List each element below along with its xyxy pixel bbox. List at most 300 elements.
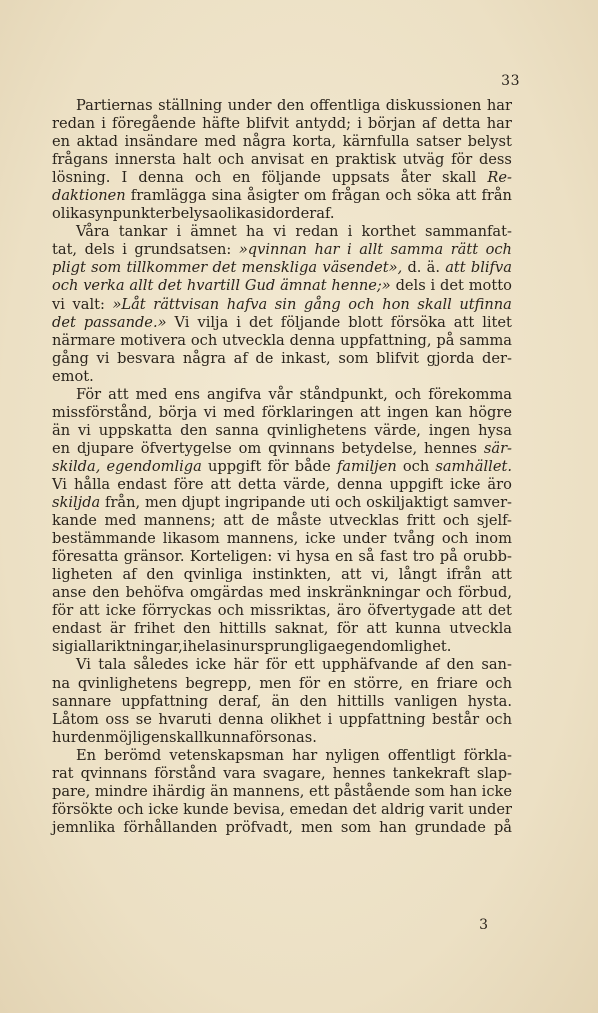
word: framlägga xyxy=(130,187,207,205)
word: hittills xyxy=(337,692,385,710)
word: varit xyxy=(429,800,464,818)
italic-word: henne;» xyxy=(331,277,391,295)
word: än xyxy=(52,421,71,439)
word: som xyxy=(414,782,445,800)
word: deraf. xyxy=(291,205,335,223)
word: vara xyxy=(223,764,256,782)
italic-word: det xyxy=(212,259,237,277)
word: samver- xyxy=(453,494,512,512)
word: förekomma xyxy=(428,385,512,403)
word: den xyxy=(92,584,120,602)
word: valt: xyxy=(72,295,105,313)
word: den xyxy=(77,728,106,746)
word: följande xyxy=(261,169,321,187)
word: missriktas, xyxy=(250,602,331,620)
word: bevisa, xyxy=(233,800,285,818)
word: på xyxy=(493,818,512,836)
word: vi xyxy=(96,349,110,367)
signature-mark: 3 xyxy=(479,917,488,933)
word: mindre xyxy=(94,782,148,800)
word: inkast, xyxy=(281,349,331,367)
word: och xyxy=(190,331,218,349)
word: tat, xyxy=(52,241,78,259)
word: friare xyxy=(436,674,478,692)
word: att xyxy=(455,187,477,205)
word: I xyxy=(121,169,128,187)
word: vi, xyxy=(371,566,389,584)
text-line xyxy=(52,729,512,747)
word: sammanfat- xyxy=(425,223,512,241)
word: i xyxy=(347,223,353,241)
word: af xyxy=(421,115,437,133)
word: emot. xyxy=(52,367,94,385)
word: att xyxy=(341,566,362,584)
word: försonas. xyxy=(249,728,317,746)
word: se xyxy=(135,710,152,728)
word: olika xyxy=(218,205,255,223)
word: utvecklas xyxy=(328,512,399,530)
word: det xyxy=(440,277,464,295)
word: frågan xyxy=(331,187,381,205)
text-line xyxy=(52,296,512,314)
word: alla xyxy=(78,638,105,656)
word: den xyxy=(180,421,208,439)
word: det xyxy=(248,313,273,331)
word: motto xyxy=(468,277,512,295)
word: tro xyxy=(412,548,435,566)
word: motivera xyxy=(120,331,186,349)
word: har xyxy=(486,115,512,133)
word: en xyxy=(327,674,346,692)
text-line xyxy=(52,602,512,620)
word: belyst xyxy=(467,133,512,151)
text-line xyxy=(52,223,512,241)
word: dels xyxy=(395,277,426,295)
word: sin xyxy=(218,638,241,656)
word: oskiljaktigt xyxy=(366,494,449,512)
word: i xyxy=(236,313,241,331)
text-line xyxy=(52,205,512,223)
word: san- xyxy=(481,656,512,674)
word: hålla xyxy=(74,475,111,493)
word: förhållanden xyxy=(123,818,218,836)
word: korta, xyxy=(292,133,337,151)
italic-word: »Låt xyxy=(112,295,146,313)
italic-word: menskliga xyxy=(241,259,318,277)
word: qvinlighetens xyxy=(77,674,178,692)
word: inskränkningar xyxy=(307,584,420,602)
word: jemnlika xyxy=(52,818,116,836)
text-line xyxy=(52,115,512,133)
word: och xyxy=(385,187,412,205)
italic-word: rättvisan xyxy=(153,295,220,313)
word: bestämmande xyxy=(52,530,156,548)
word: att xyxy=(453,313,475,331)
word: ställning xyxy=(158,97,223,114)
word: men xyxy=(144,494,177,512)
word: från, xyxy=(105,494,141,512)
word: som xyxy=(338,349,369,367)
italic-word: gång xyxy=(303,295,341,313)
word: gång xyxy=(52,349,89,367)
word: med xyxy=(223,403,256,421)
word: den xyxy=(277,97,305,114)
word: behöfva xyxy=(125,584,185,602)
italic-word: blifva xyxy=(470,259,512,277)
word: en xyxy=(310,151,329,169)
word: d. xyxy=(407,259,422,277)
word: föregående xyxy=(112,115,196,133)
word: anvisat xyxy=(250,151,304,169)
italic-word: som xyxy=(91,259,122,277)
word: uti xyxy=(310,494,331,512)
word: den xyxy=(183,620,211,638)
word: fast xyxy=(379,548,408,566)
word: angifva xyxy=(207,385,262,403)
word: ett xyxy=(309,782,330,800)
word: försöka xyxy=(390,313,446,331)
word: Vi xyxy=(76,656,91,674)
text-line xyxy=(52,512,512,530)
word: förklaringen xyxy=(261,403,354,421)
word: ingripande xyxy=(224,494,306,512)
italic-word: hvartill xyxy=(186,277,241,295)
word: icke xyxy=(450,475,481,493)
word: fritt xyxy=(406,512,436,530)
word: om xyxy=(303,187,327,205)
word: gränsor. xyxy=(123,548,185,566)
word: riktningar, xyxy=(104,638,183,656)
word: långt xyxy=(398,566,437,584)
text-line xyxy=(52,675,512,693)
word: litet xyxy=(482,313,512,331)
word: en xyxy=(410,674,429,692)
text-line xyxy=(52,476,512,494)
word: olikhet xyxy=(270,710,322,728)
word: förstånd xyxy=(154,764,217,782)
word: hennes xyxy=(424,439,477,457)
word: förbud, xyxy=(458,584,512,602)
word: och xyxy=(394,385,422,403)
word: vi xyxy=(273,223,287,241)
word: djupare xyxy=(76,439,134,457)
word: uppsats xyxy=(331,169,390,187)
word: vi xyxy=(77,421,91,439)
word: blott xyxy=(348,313,383,331)
text-line xyxy=(52,241,512,259)
italic-word: sär- xyxy=(483,439,512,457)
word: belysa xyxy=(171,205,219,223)
word: vi xyxy=(277,548,291,566)
word: närmare xyxy=(52,331,116,349)
word: vi xyxy=(203,403,217,421)
word: men xyxy=(300,818,333,836)
word: hur xyxy=(52,728,78,746)
text-line xyxy=(52,440,512,458)
word: ståndpunkt, xyxy=(299,385,388,403)
word: är xyxy=(109,620,126,638)
word: en xyxy=(52,133,71,151)
word: förkla- xyxy=(463,746,512,764)
word: denna xyxy=(289,331,336,349)
word: öfvertygelse xyxy=(140,439,232,457)
word: tvång xyxy=(393,530,435,548)
word: än xyxy=(210,782,229,800)
word: och xyxy=(217,602,245,620)
page-number: 33 xyxy=(501,73,520,89)
word: om xyxy=(238,439,262,457)
word: ifrån xyxy=(446,566,482,584)
word: svagare, xyxy=(262,764,326,782)
word: djupt xyxy=(181,494,221,512)
text-line xyxy=(52,638,512,656)
word: icke xyxy=(148,800,179,818)
body-text xyxy=(52,97,512,837)
word: måste xyxy=(276,512,322,530)
word: pare, xyxy=(52,782,91,800)
word: den xyxy=(446,656,475,674)
text-line xyxy=(52,530,512,548)
word: i xyxy=(357,115,362,133)
word: satser xyxy=(415,133,462,151)
word: redan xyxy=(295,223,339,241)
word: följande xyxy=(280,313,341,331)
word: föresatta xyxy=(52,548,119,566)
word: hysa xyxy=(295,548,330,566)
text-line xyxy=(52,97,512,115)
word: vilja xyxy=(197,313,229,331)
text-line xyxy=(52,566,512,584)
word: hysta. xyxy=(467,692,512,710)
word: qvinliga xyxy=(183,566,243,584)
word: begrepp, xyxy=(185,674,252,692)
word: offentliga xyxy=(309,97,381,114)
word: frågans xyxy=(52,151,109,169)
word: detta xyxy=(238,475,277,493)
word: omgärdas xyxy=(190,584,264,602)
text-line xyxy=(52,368,512,386)
word: en xyxy=(52,439,71,457)
word: icke xyxy=(105,602,137,620)
word: gjorda xyxy=(426,349,475,367)
word: under xyxy=(342,530,387,548)
word: ä. xyxy=(426,259,440,277)
italic-word: skiljda xyxy=(52,494,101,512)
word: slap- xyxy=(476,764,512,782)
word: orubb- xyxy=(463,548,512,566)
word: innersta xyxy=(114,151,176,169)
word: i xyxy=(101,115,106,133)
word: och xyxy=(334,494,362,512)
italic-word: har xyxy=(314,241,340,259)
word: sanna xyxy=(215,421,259,439)
word: samma xyxy=(459,331,512,349)
italic-word: väsendet», xyxy=(322,259,403,277)
word: vår xyxy=(268,385,293,403)
word: deraf, xyxy=(218,692,262,710)
word: de xyxy=(251,512,270,530)
word: så xyxy=(358,548,375,566)
word: än xyxy=(271,692,290,710)
word: skall xyxy=(169,728,204,746)
text-line xyxy=(52,404,512,422)
word: vi xyxy=(52,295,65,313)
word: egendomlighet. xyxy=(336,638,452,656)
word: denna xyxy=(138,169,184,187)
word: hela xyxy=(187,638,219,656)
word: För xyxy=(76,385,102,403)
word: tankekraft xyxy=(392,764,470,782)
word: qvinnans xyxy=(268,439,335,457)
word: förryckas xyxy=(142,602,212,620)
text-line xyxy=(52,332,512,350)
text-line xyxy=(52,711,512,729)
text-line xyxy=(52,548,512,566)
italic-word: egendomliga xyxy=(106,457,202,475)
word: att xyxy=(79,602,100,620)
word: som xyxy=(340,818,372,836)
italic-word: tillkommer xyxy=(126,259,208,277)
text-line xyxy=(52,584,512,602)
word: hvaruti xyxy=(158,710,212,728)
word: af xyxy=(425,656,440,674)
word: sannare xyxy=(52,692,112,710)
word: blifvit xyxy=(246,115,290,133)
word: na xyxy=(52,674,71,692)
word: att xyxy=(461,602,483,620)
italic-word: verka xyxy=(83,277,125,295)
word: der- xyxy=(482,349,512,367)
word: häfte xyxy=(202,115,241,133)
italic-word: utfinna xyxy=(459,295,512,313)
word: emedan xyxy=(289,800,349,818)
italic-word: allt xyxy=(129,277,154,295)
word: skall xyxy=(441,169,477,187)
word: dels xyxy=(84,241,115,259)
word: grundsatsen: xyxy=(134,241,232,259)
text-line xyxy=(52,422,512,440)
word: några xyxy=(242,133,286,151)
word: i xyxy=(182,638,188,656)
italic-word: och xyxy=(485,241,512,259)
word: ämnet xyxy=(190,223,237,241)
word: några xyxy=(182,349,226,367)
word: betydelse, xyxy=(341,439,418,457)
text-line xyxy=(52,819,512,837)
text-line xyxy=(52,386,512,404)
word: med xyxy=(204,133,237,151)
word: ihärdig xyxy=(152,782,206,800)
word: antydd; xyxy=(295,115,352,133)
word: ens xyxy=(174,385,200,403)
word: uppfattning xyxy=(338,710,426,728)
word: påstående xyxy=(334,782,411,800)
word: qvinlighetens xyxy=(266,421,367,439)
word: och xyxy=(442,512,470,530)
word: sidor xyxy=(254,205,292,223)
word: hysa xyxy=(478,421,512,439)
word: kan xyxy=(435,403,463,421)
text-line xyxy=(52,765,512,783)
word: i xyxy=(327,710,333,728)
word: den xyxy=(146,566,174,584)
word: början xyxy=(368,115,416,133)
word: icke xyxy=(305,530,336,548)
italic-word: rätt xyxy=(450,241,479,259)
word: ligheten xyxy=(52,566,113,584)
italic-word: ämnat xyxy=(280,277,327,295)
word: af xyxy=(233,349,248,367)
word: hittills xyxy=(219,620,267,638)
word: för xyxy=(298,674,321,692)
word: Korteligen: xyxy=(189,548,273,566)
word: olika xyxy=(52,205,88,223)
word: saknat, xyxy=(274,620,329,638)
italic-word: i xyxy=(347,241,352,259)
text-line xyxy=(52,693,512,711)
word: här xyxy=(233,656,259,674)
word: att xyxy=(108,385,129,403)
word: uppfattning xyxy=(121,692,209,710)
word: endast xyxy=(52,620,102,638)
word: större, xyxy=(353,674,404,692)
word: före xyxy=(173,475,204,493)
word: vetenskapsman xyxy=(169,746,284,764)
word: att xyxy=(491,566,512,584)
word: korthet xyxy=(361,223,416,241)
word: kande xyxy=(52,512,97,530)
word: sina xyxy=(211,187,242,205)
word: börja xyxy=(158,403,198,421)
word: att xyxy=(366,620,387,638)
word: under xyxy=(227,97,272,114)
word: i xyxy=(176,223,182,241)
word: uppgift xyxy=(389,475,443,493)
word: för xyxy=(267,457,289,475)
italic-word: »qvinnan xyxy=(238,241,307,259)
word: uppskatta xyxy=(98,421,173,439)
word: men xyxy=(259,674,292,692)
text-line xyxy=(52,494,512,512)
word: af xyxy=(122,566,137,584)
word: Partiernas xyxy=(76,97,153,114)
word: oss xyxy=(105,710,130,728)
text-line xyxy=(52,133,512,151)
word: upphäfvande xyxy=(322,656,418,674)
word: således xyxy=(133,656,189,674)
italic-word: Re- xyxy=(487,169,512,187)
word: han xyxy=(379,818,407,836)
word: utväg xyxy=(402,151,445,169)
word: har xyxy=(486,97,512,114)
word: detta xyxy=(442,115,481,133)
word: består xyxy=(432,710,480,728)
word: dess xyxy=(478,151,512,169)
word: i xyxy=(122,241,127,259)
word: och xyxy=(402,457,430,475)
word: inom xyxy=(475,530,512,548)
italic-word: familjen xyxy=(336,457,397,475)
word: insändare xyxy=(124,133,198,151)
word: vanligen xyxy=(394,692,458,710)
word: aktad xyxy=(76,133,119,151)
word: tala xyxy=(98,656,127,674)
word: sjelf- xyxy=(476,512,512,530)
word: och xyxy=(217,151,245,169)
italic-word: samhället. xyxy=(435,457,512,475)
italic-word: att xyxy=(445,259,466,277)
word: aldrig xyxy=(380,800,425,818)
